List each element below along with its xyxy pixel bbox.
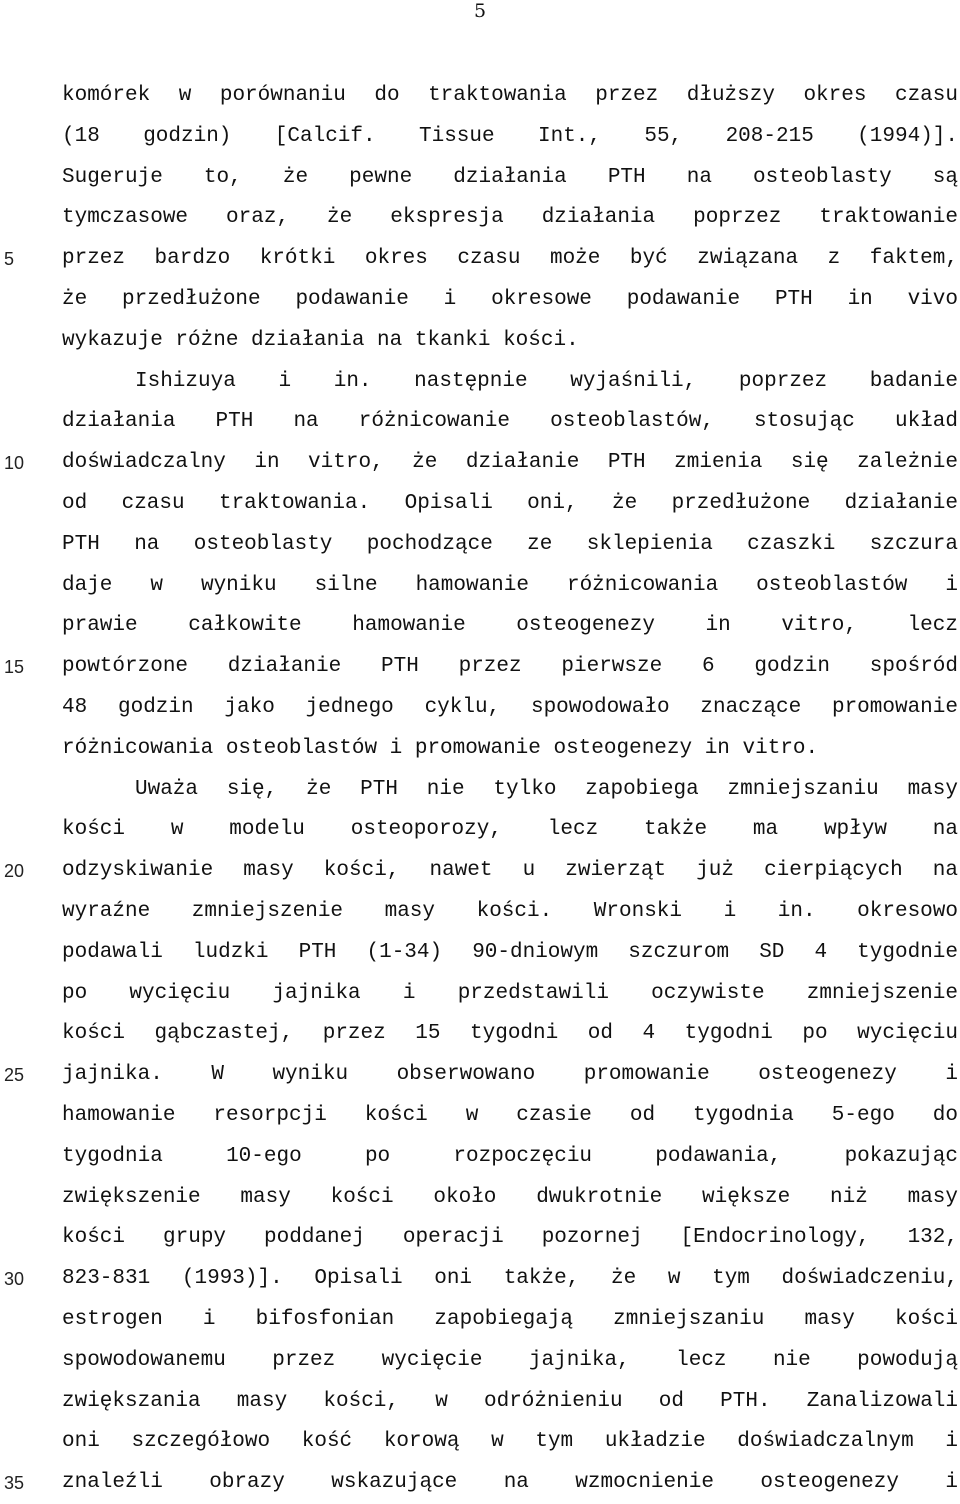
text-line: kości w modelu osteoporozy, lecz także ma wpływ na xyxy=(62,818,958,842)
line-number-5: 5 xyxy=(4,249,15,270)
line-number-25: 25 xyxy=(4,1065,25,1086)
text-line: tymczasowe oraz, że ekspresja działania poprzez traktowanie xyxy=(62,206,958,230)
text-line: Sugeruje to, że pewne działania PTH na osteoblasty są xyxy=(62,165,958,189)
text-line: znaleźli obrazy wskazujące na wzmocnienie osteogenezy i xyxy=(62,1471,958,1495)
text-line: odzyskiwanie masy kości, nawet u zwierząt już cierpiących na xyxy=(62,859,958,883)
page-number: 5 xyxy=(473,0,487,22)
text-line: zwiększania masy kości, w odróżnieniu od PTH. Zanalizowali xyxy=(62,1389,958,1413)
text-line: PTH na osteoblasty pochodzące ze sklepienia czaszki szczura xyxy=(62,532,958,556)
line-number-10: 10 xyxy=(4,453,25,474)
text-line: spowodowanemu przez wycięcie jajnika, lecz nie powodują xyxy=(62,1348,958,1372)
text-line: komórek w porównaniu do traktowania przez dłuższy okres czasu xyxy=(62,84,958,107)
text-line: oni szczegółowo kość korową w tym układzie doświadczalnym i xyxy=(62,1430,958,1454)
text-line: tygodnia 10-ego po rozpoczęciu podawania, pokazując xyxy=(62,1144,958,1168)
text-line: kości grupy poddanej operacji pozornej [Endocrinology, 132, xyxy=(62,1226,958,1250)
text-line: prawie całkowite hamowanie osteogenezy in vitro, lecz xyxy=(62,614,958,638)
text-line: zwiększenie masy kości około dwukrotnie większe niż masy xyxy=(62,1185,958,1209)
paragraph-first-line: Ishizuya i in. następnie wyjaśnili, poprzez badanie xyxy=(135,369,958,393)
line-number-15: 15 xyxy=(4,657,25,678)
text-line: 48 godzin jako jednego cyklu, spowodowało znaczące promowanie xyxy=(62,695,958,719)
text-line: kości gąbczastej, przez 15 tygodni od 4 tygodni po wycięciu xyxy=(62,1022,958,1046)
text-line: wykazuje różne działania na tkanki kości. xyxy=(62,328,579,352)
text-line: różnicowania osteoblastów i promowanie osteogenezy in vitro. xyxy=(62,736,819,760)
text-line: estrogen i bifosfonian zapobiegają zmniejszaniu masy kości xyxy=(62,1307,958,1331)
line-number-20: 20 xyxy=(4,861,25,882)
paragraph-first-line: Uważa się, że PTH nie tylko zapobiega zmniejszaniu masy xyxy=(135,777,958,801)
line-number-35: 35 xyxy=(4,1473,25,1494)
text-line: doświadczalny in vitro, że działanie PTH zmienia się zależnie xyxy=(62,451,958,475)
document-body xyxy=(62,76,958,1504)
text-line: po wycięciu jajnika i przedstawili oczywiste zmniejszenie xyxy=(62,981,958,1005)
text-line: że przedłużone podawanie i okresowe podawanie PTH in vivo xyxy=(62,287,958,311)
text-line: działania PTH na różnicowanie osteoblastów, stosując układ xyxy=(62,410,958,434)
text-line: daje w wyniku silne hamowanie różnicowania osteoblastów i xyxy=(62,573,958,597)
line-number-30: 30 xyxy=(4,1269,25,1290)
line-number-margin xyxy=(0,0,40,1497)
text-line: od czasu traktowania. Opisali oni, że przedłużone działanie xyxy=(62,491,958,515)
text-line: jajnika. W wyniku obserwowano promowanie osteogenezy i xyxy=(62,1063,958,1087)
text-line: hamowanie resorpcji kości w czasie od tygodnia 5-ego do xyxy=(62,1103,958,1127)
text-line: przez bardzo krótki okres czasu może być związana z faktem, xyxy=(62,247,958,271)
text-line: (18 godzin) [Calcif. Tissue Int., 55, 208-215 (1994)]. xyxy=(62,124,958,148)
text-line: 823-831 (1993)]. Opisali oni także, że w tym doświadczeniu, xyxy=(62,1267,958,1291)
text-line: podawali ludzki PTH (1-34) 90-dniowym szczurom SD 4 tygodnie xyxy=(62,940,958,964)
text-line: wyraźne zmniejszenie masy kości. Wronski i in. okresowo xyxy=(62,899,958,923)
text-line: powtórzone działanie PTH przez pierwsze 6 godzin spośród xyxy=(62,655,958,679)
